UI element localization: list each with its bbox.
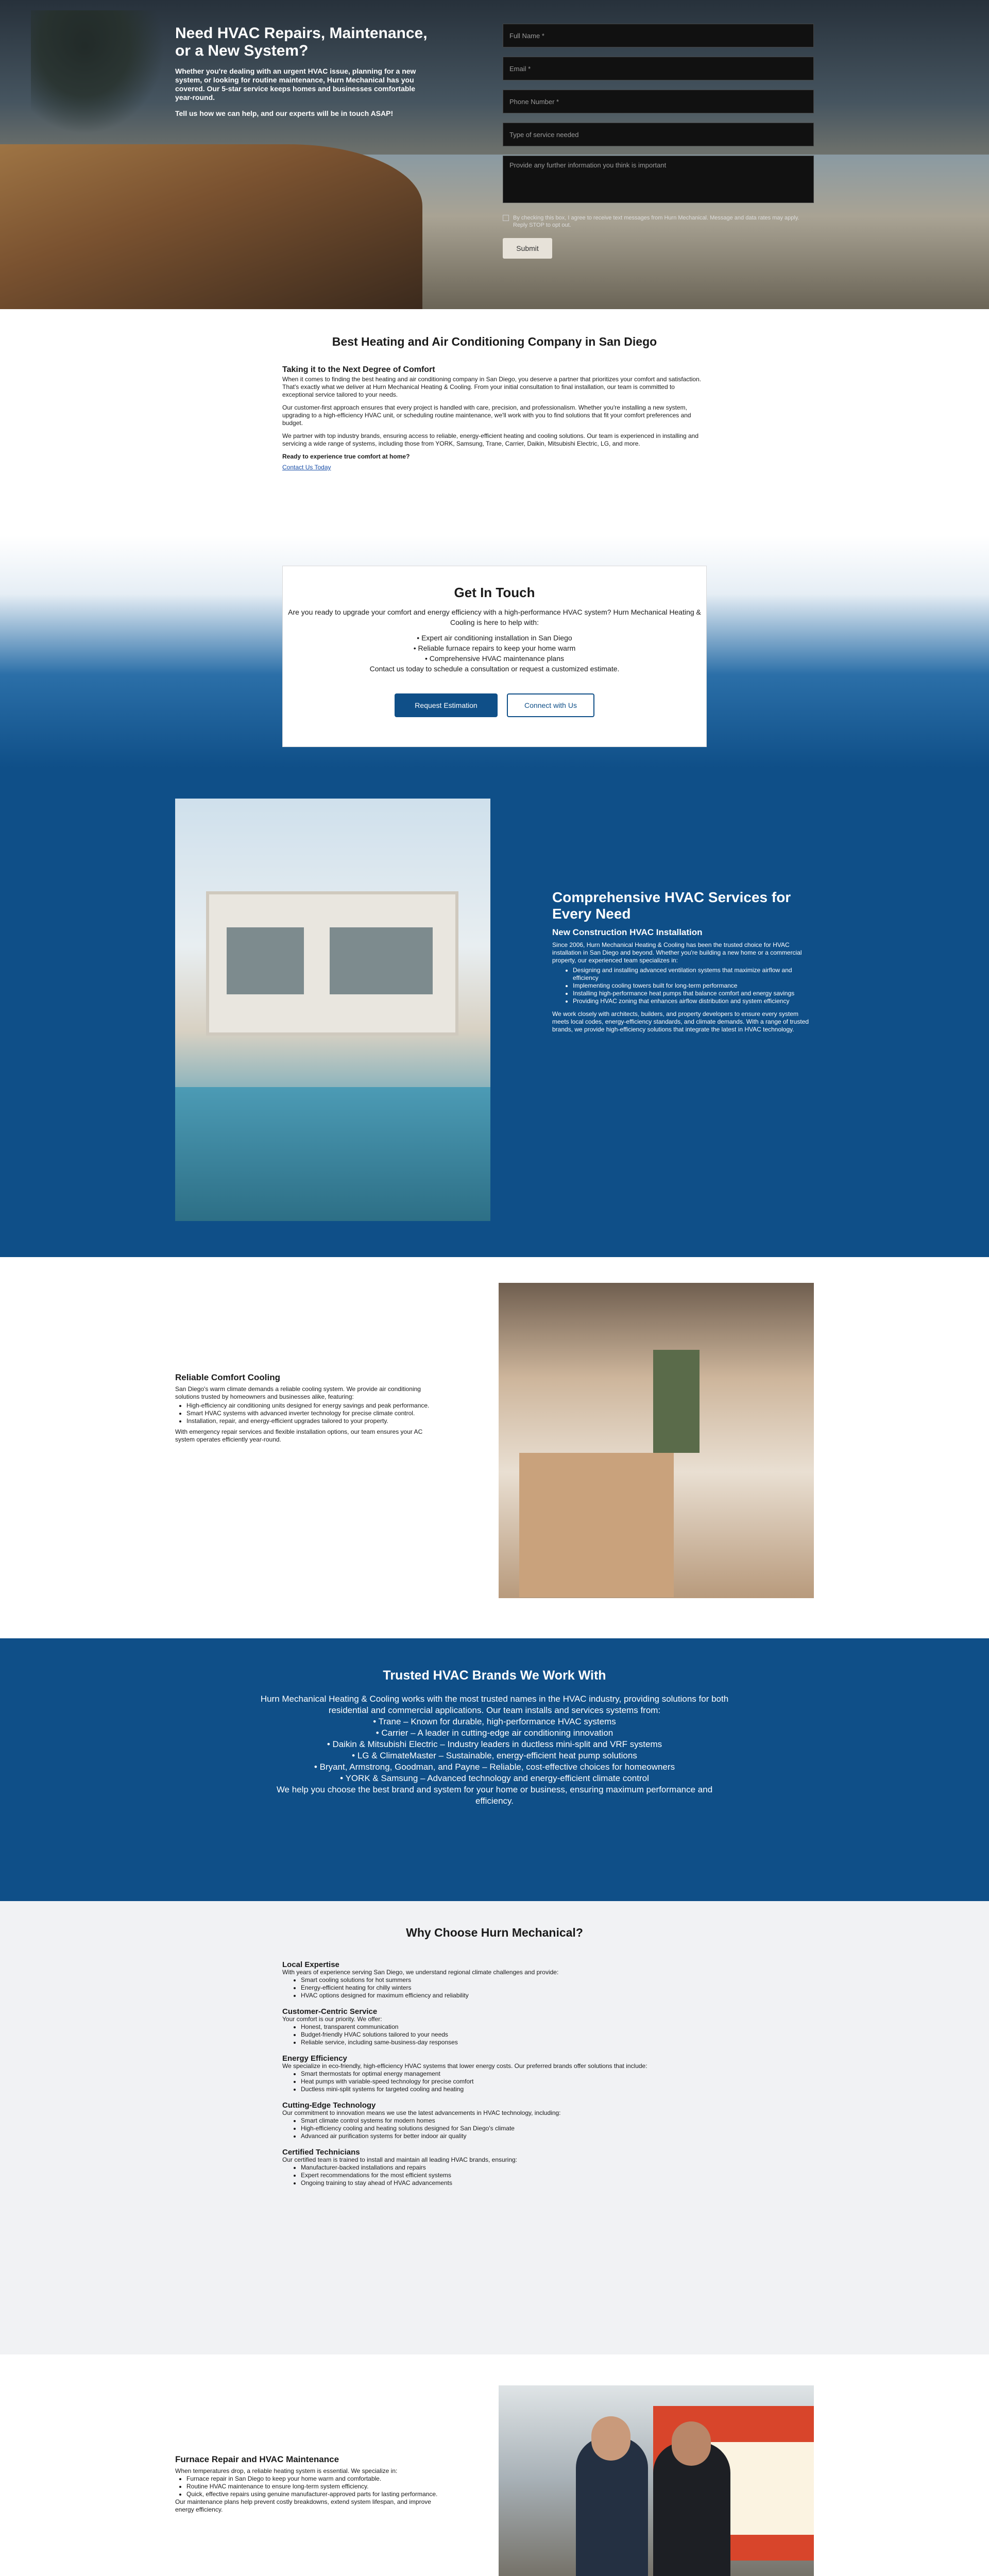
best-p3: We partner with top industry brands, ensuring access to reliable, energy-efficient heating and cooling solutions. Our team is experienced in installing and servicing a wide range of systems, including those from YORK, Samsung, Trane, Carrier, Daikin, Mitsubishi Electric, LG, and more. — [282, 432, 699, 447]
comp-subtitle: New Construction HVAC Installation — [552, 927, 703, 937]
phone-input[interactable]: Phone Number * — [503, 90, 814, 113]
service-input[interactable]: Type of service needed — [503, 123, 814, 146]
modern-house-pool-image — [175, 799, 490, 1221]
brands-intro: Hurn Mechanical Heating & Cooling works with the most trusted names in the HVAC industry, providing solutions for both residential and commercial applications. Our team installs and services systems from: — [260, 1694, 729, 1715]
why-title: Why Choose Hurn Mechanical? — [406, 1926, 583, 1939]
list-item: • Reliable service, including same-business-day responses — [301, 2039, 707, 2046]
kitchen-door — [653, 1350, 700, 1453]
list-item: • Installing high-performance heat pumps that balance comfort and energy savings — [573, 990, 814, 997]
why-list — [301, 2070, 707, 2093]
list-item: • Heat pumps with variable-speed technology for precise comfort — [301, 2078, 707, 2086]
list-item: • Implementing cooling towers built for long-term performance — [573, 982, 814, 990]
get-in-touch-section — [0, 536, 989, 768]
why-heading: Customer-Centric Service — [282, 2007, 378, 2016]
list-item: • HVAC options designed for maximum efficiency and reliability — [301, 1992, 707, 1999]
list-item: • Manufacturer-backed installations and repairs — [301, 2164, 707, 2172]
brands-section — [0, 1638, 989, 1901]
kitchen-counter — [519, 1453, 674, 1597]
hero-copy — [175, 25, 433, 118]
furn-list — [186, 2475, 443, 2498]
touch-bullets — [283, 633, 706, 664]
hero-cliff — [0, 144, 422, 309]
touch-bullet: • Comprehensive HVAC maintenance plans — [425, 654, 564, 663]
rel-p2: With emergency repair services and flexible installation options, our team ensures your AC system operates efficiently year-round. — [175, 1428, 423, 1443]
furn-title: Furnace Repair and HVAC Maintenance — [175, 2454, 339, 2464]
technician-head — [672, 2421, 711, 2466]
list-item: • Ongoing training to stay ahead of HVAC advancements — [301, 2179, 707, 2187]
brands-title: Trusted HVAC Brands We Work With — [383, 1668, 606, 1683]
list-item: • Routine HVAC maintenance to ensure long-term system efficiency. — [186, 2483, 443, 2490]
why-choose-section — [0, 1901, 989, 2354]
furnace-section — [0, 2354, 989, 2576]
best-p1: When it comes to finding the best heating and air conditioning company in San Diego, you deserve a partner that prioritizes your comfort and satisfaction. That's exactly what we deliver at Hurn Mechanical Heating & Cooling. From your initial consultation to final installation, our team is committed to exceptional service tailored to your needs. — [282, 376, 702, 398]
technicians-van-image — [499, 2385, 814, 2576]
brands-body — [258, 1693, 731, 1807]
best-heating-section — [0, 309, 989, 536]
hero-palms — [31, 10, 165, 134]
house-window — [330, 927, 433, 994]
comp-p1: Since 2006, Hurn Mechanical Heating & Cooling has been the trusted choice for HVAC installation in San Diego and beyond. Whether you're building a new home or a commercial property, our experienced team specializes in: — [552, 941, 802, 964]
hero-title: Need HVAC Repairs, Maintenance, or a New System? — [175, 25, 428, 59]
why-text: With years of experience serving San Diego, we understand regional climate challenges and provide: — [282, 1969, 559, 1976]
consent-checkbox[interactable] — [503, 215, 509, 221]
list-item: • Quick, effective repairs using genuine manufacturer-approved parts for lasting performance. — [186, 2490, 443, 2498]
why-list — [301, 2023, 707, 2046]
best-p4: Ready to experience true comfort at home? — [282, 453, 410, 460]
brand-line: • LG & ClimateMaster – Sustainable, energy-efficient heat pump solutions — [352, 1751, 637, 1760]
why-text: Our certified team is trained to install and maintain all leading HVAC brands, ensuring: — [282, 2156, 518, 2163]
why-heading: Cutting-Edge Technology — [282, 2101, 376, 2110]
brand-line: • Carrier – A leader in cutting-edge air conditioning innovation — [376, 1728, 613, 1738]
brands-outro: We help you choose the best brand and system for your home or business, ensuring maximum performance and efficiency. — [276, 1785, 713, 1806]
rel-list — [186, 1402, 439, 1425]
hero-intro: Whether you're dealing with an urgent HVAC issue, planning for a new system, or looking for routine maintenance, Hurn Mechanical has you covered. Our 5-star service keeps homes and businesses comfortable year-round. — [175, 67, 416, 101]
list-item: • Budget-friendly HVAC solutions tailored to your needs — [301, 2031, 707, 2039]
reliable-text — [175, 1374, 439, 1444]
touch-intro: Are you ready to upgrade your comfort and energy efficiency with a high-performance HVAC system? Hurn Mechanical Heating & Cooling is here to help with: — [288, 608, 701, 626]
connect-with-us-button[interactable]: Connect with Us — [507, 693, 594, 717]
list-item: • Smart thermostats for optimal energy management — [301, 2070, 707, 2078]
why-heading: Local Expertise — [282, 1960, 339, 1969]
submit-button[interactable]: Submit — [503, 238, 552, 259]
best-p2: Our customer-first approach ensures that every project is handled with care, precision, and professionalism. Whether you're installing a new system, upgrading to a high-efficiency HVAC unit, or scheduling routine maintenance, we'll work with you to find solutions that fit your comfort preferences and budget. — [282, 404, 691, 427]
technician-head — [591, 2416, 630, 2461]
brand-line: • Bryant, Armstrong, Goodman, and Payne – Reliable, cost-effective choices for homeowners — [314, 1762, 675, 1772]
list-item: • Designing and installing advanced ventilation systems that maximize airflow and efficiency — [573, 967, 814, 982]
pool-shape — [175, 1087, 490, 1221]
list-item: • Honest, transparent communication — [301, 2023, 707, 2031]
why-heading: Energy Efficiency — [282, 2054, 347, 2063]
comp-p2: We work closely with architects, builders, and property developers to ensure every system meets local codes, energy-efficiency standards, and climate demands. With a range of trusted brands, we provide high-efficiency solutions that integrate the latest in HVAC technology. — [552, 1010, 809, 1033]
comp-list — [573, 967, 814, 1005]
hero-cta-text: Tell us how we can help, and our experts will be in touch ASAP! — [175, 109, 394, 117]
list-item: • Furnace repair in San Diego to keep your home warm and comfortable. — [186, 2475, 443, 2483]
email-input[interactable]: Email * — [503, 57, 814, 80]
furnace-text — [175, 2455, 443, 2514]
why-heading: Certified Technicians — [282, 2148, 360, 2157]
comp-title: Comprehensive HVAC Services for Every Need — [552, 889, 791, 922]
comprehensive-text — [552, 889, 814, 1033]
hero-form — [503, 24, 814, 259]
why-list — [301, 1976, 707, 1999]
details-textarea[interactable]: Provide any further information you think is important — [503, 156, 814, 203]
list-item: • Providing HVAC zoning that enhances airflow distribution and system efficiency — [573, 997, 814, 1005]
touch-outro: Contact us today to schedule a consultation or request a customized estimate. — [369, 665, 620, 673]
rel-p1: San Diego's warm climate demands a reliable cooling system. We provide air conditioning solutions trusted by homeowners and businesses alike, featuring: — [175, 1385, 421, 1400]
list-item: • Expert recommendations for the most efficient systems — [301, 2172, 707, 2179]
full-name-input[interactable]: Full Name * — [503, 24, 814, 47]
touch-bullet: • Reliable furnace repairs to keep your home warm — [413, 644, 576, 652]
list-item: • Smart HVAC systems with advanced inverter technology for precise climate control. — [186, 1410, 439, 1417]
furn-p1: When temperatures drop, a reliable heating system is essential. We specialize in: — [175, 2467, 398, 2475]
list-item: • Energy-efficient heating for chilly winters — [301, 1984, 707, 1992]
furn-p2: Our maintenance plans help prevent costly breakdowns, extend system lifespan, and improve energy efficiency. — [175, 2498, 431, 2513]
get-in-touch-card — [282, 566, 707, 747]
touch-title: Get In Touch — [454, 585, 535, 600]
request-estimation-button[interactable]: Request Estimation — [395, 693, 498, 717]
consent-text: By checking this box, I agree to receive text messages from Hurn Mechanical. Message and data rates may apply. Reply STOP to opt out. — [513, 215, 799, 228]
touch-buttons — [283, 693, 706, 717]
brand-line: • YORK & Samsung – Advanced technology and energy-efficient climate control — [340, 1773, 649, 1783]
sms-consent — [503, 214, 812, 229]
list-item: • High-efficiency cooling and heating solutions designed for San Diego's climate — [301, 2125, 707, 2132]
reliable-comfort-section — [0, 1257, 989, 1638]
why-text: Your comfort is our priority. We offer: — [282, 2015, 382, 2023]
brand-line: • Daikin & Mitsubishi Electric – Industry leaders in ductless mini-split and VRF systems — [327, 1739, 662, 1749]
list-item: • Smart cooling solutions for hot summers — [301, 1976, 707, 1984]
list-item: • High-efficiency air conditioning units designed for energy savings and peak performance. — [186, 1402, 439, 1410]
why-list — [301, 2164, 707, 2187]
contact-us-today-link[interactable]: Contact Us Today — [282, 464, 331, 471]
house-window — [227, 927, 304, 994]
why-text: We specialize in eco-friendly, high-efficiency HVAC systems that lower energy costs. Our preferred brands offer solutions that include: — [282, 2062, 647, 2070]
list-item: • Smart climate control systems for modern homes — [301, 2117, 707, 2125]
list-item: • Ductless mini-split systems for targeted cooling and heating — [301, 2086, 707, 2093]
why-list — [301, 2117, 707, 2140]
why-body — [282, 1953, 707, 2187]
kitchen-image — [499, 1283, 814, 1598]
best-title: Best Heating and Air Conditioning Company in San Diego — [332, 335, 657, 348]
list-item: • Installation, repair, and energy-efficient upgrades tailored to your property. — [186, 1417, 439, 1425]
why-text: Our commitment to innovation means we use the latest advancements in HVAC technology, including: — [282, 2109, 561, 2116]
brand-line: • Trane – Known for durable, high-performance HVAC systems — [373, 1717, 616, 1726]
hero-section — [0, 0, 989, 309]
best-body — [282, 366, 707, 471]
comprehensive-services-section — [0, 768, 989, 1257]
rel-title: Reliable Comfort Cooling — [175, 1372, 280, 1382]
touch-bullet: • Expert air conditioning installation in San Diego — [417, 634, 572, 642]
best-subtitle: Taking it to the Next Degree of Comfort — [282, 365, 435, 374]
list-item: • Advanced air purification systems for better indoor air quality — [301, 2132, 707, 2140]
